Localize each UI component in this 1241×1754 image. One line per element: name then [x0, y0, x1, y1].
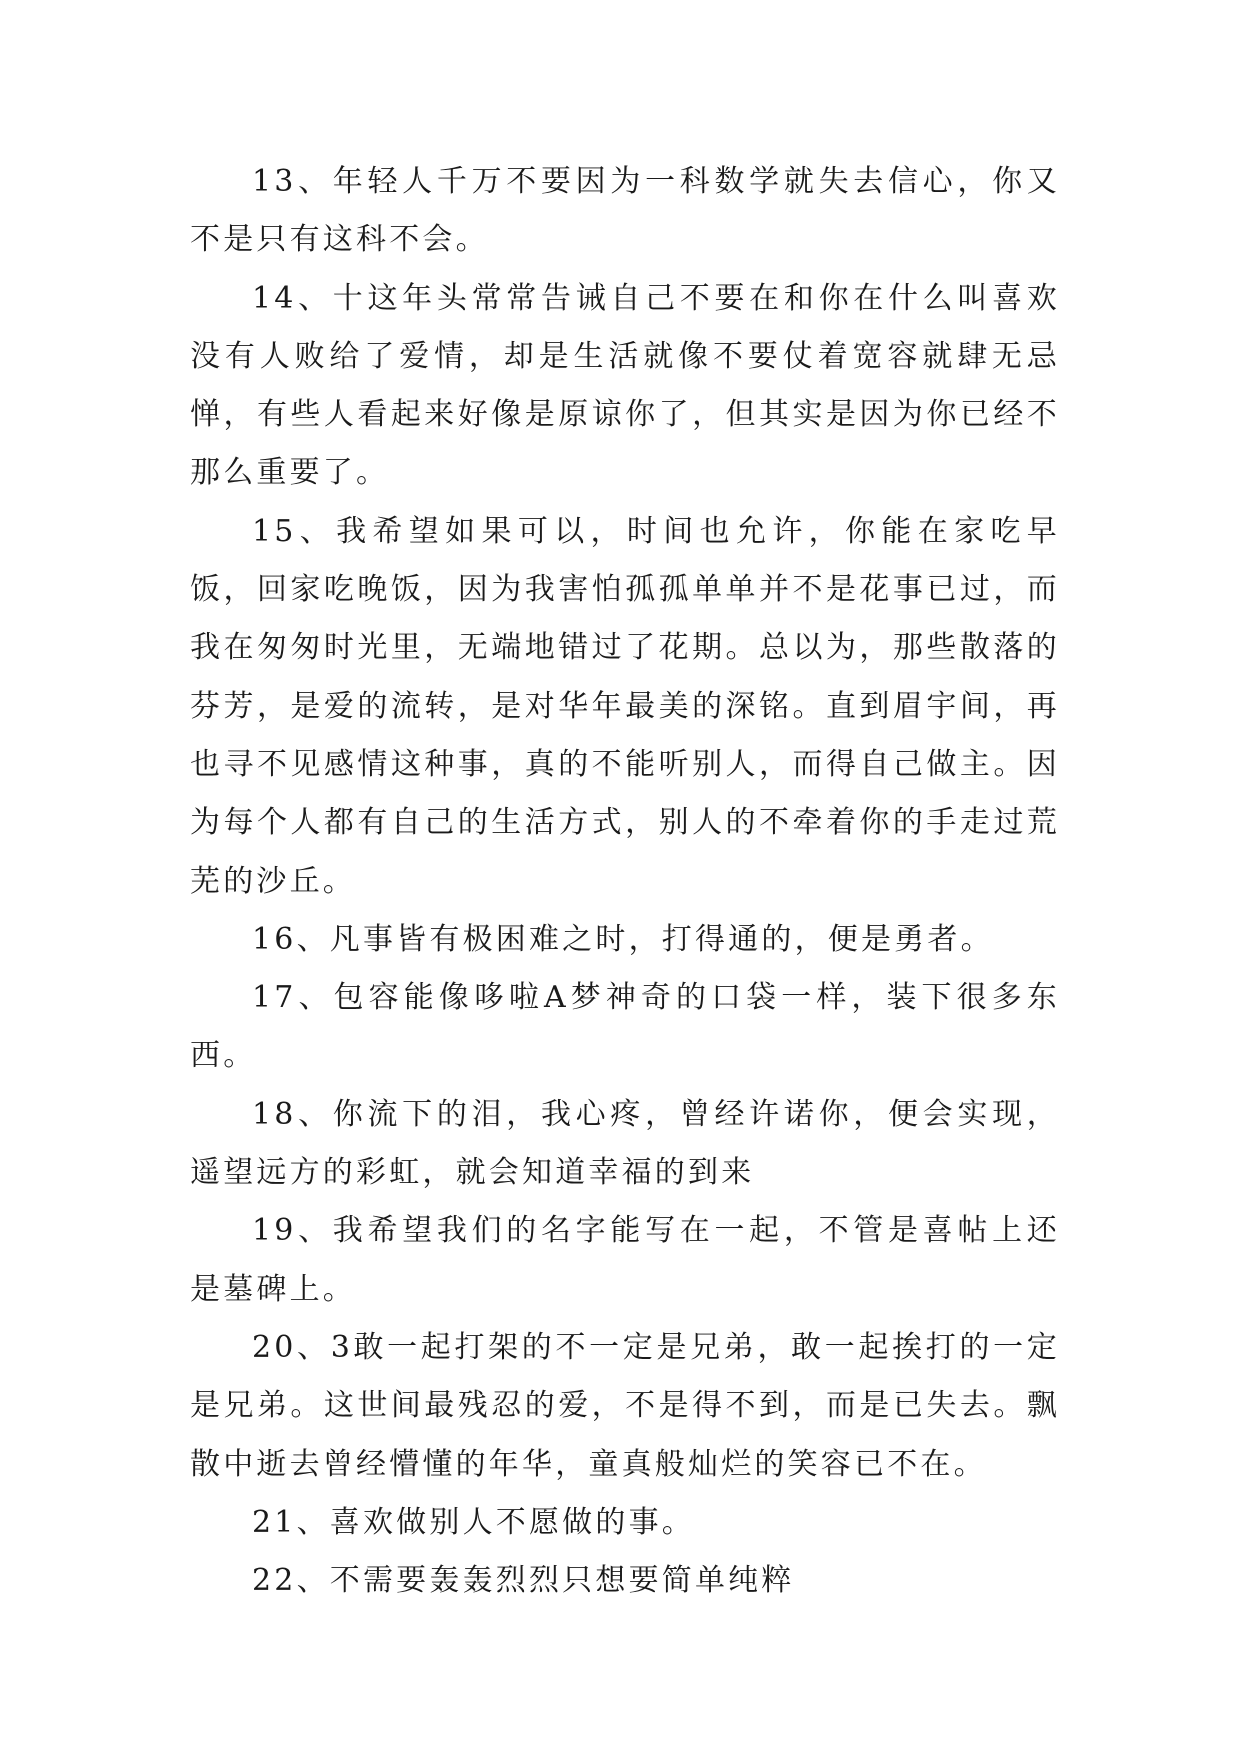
paragraph-15: 15、我希望如果可以，时间也允许，你能在家吃早饭，回家吃晚饭，因为我害怕孤孤单单并不是花事已过，而我在匆匆时光里，无端地错过了花期。总以为，那些散落的芬芳，是爱的流转，是对华年最美的深铭。直到眉宇间，再也寻不见感情这种事，真的不能听别人，而得自己做主。因为每个人都有自己的生活方式，别人的不牵着你的手走过荒芜的沙丘。: [190, 513, 1060, 899]
paragraph-21: 21、喜欢做别人不愿做的事。: [252, 1504, 695, 1540]
paragraph-22: 22、不需要轰轰烈烈只想要简单纯粹: [252, 1563, 795, 1599]
paragraph-19: 19、我希望我们的名字能写在一起，不管是喜帖上还是墓碑上。: [190, 1213, 1060, 1307]
paragraph-14: 14、十这年头常常告诫自己不要在和你在什么叫喜欢没有人败给了爱情，却是生活就像不要仗着宽容就肆无忌惮，有些人看起来好像是原谅你了，但其实是因为你已经不那么重要了。: [190, 280, 1060, 491]
paragraph-17: 17、包容能像哆啦A梦神奇的口袋一样，装下很多东西。: [190, 980, 1060, 1074]
paragraph-20: 20、3敢一起打架的不一定是兄弟，敢一起挨打的一定是兄弟。这世间最残忍的爱，不是得不到，而是已失去。飘散中逝去曾经懵懂的年华，童真般灿烂的笑容已不在。: [190, 1329, 1060, 1482]
paragraph-13: 13、年轻人千万不要因为一科数学就失去信心，你又不是只有这科不会。: [190, 164, 1060, 258]
document-body: [190, 153, 1060, 1610]
paragraph-16: 16、凡事皆有极困难之时，打得通的，便是勇者。: [252, 921, 994, 957]
paragraph-18: 18、你流下的泪，我心疼，曾经许诺你，便会实现，遥望远方的彩虹，就会知道幸福的到来: [190, 1096, 1060, 1191]
